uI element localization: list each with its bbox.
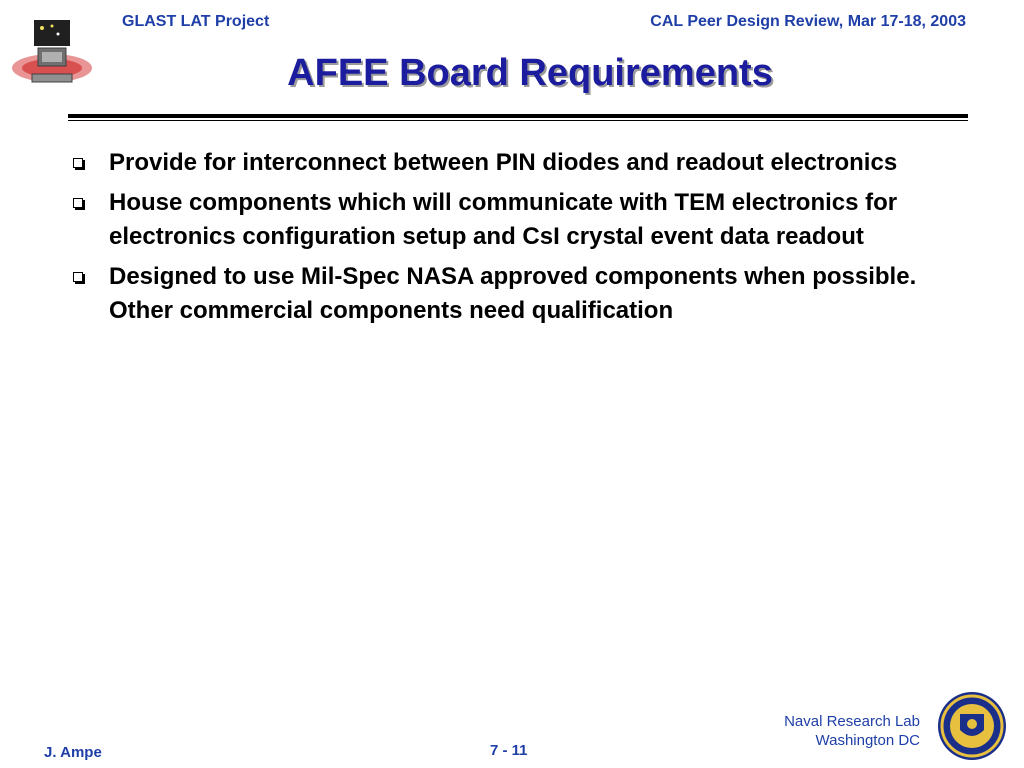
header-event: CAL Peer Design Review, Mar 17-18, 2003: [650, 13, 966, 30]
footer-org-line2: Washington DC: [815, 732, 920, 749]
square-bullet-icon: [73, 272, 83, 282]
title-rule-thick: [68, 114, 968, 118]
header-project: GLAST LAT Project: [122, 13, 270, 30]
bullet-text: Provide for interconnect between PIN diodes and readout electronics: [109, 149, 898, 176]
footer-organization: [784, 712, 920, 750]
bullet-list: [72, 146, 952, 334]
slide-title: AFEE Board Requirements: [287, 52, 773, 94]
bullet-item: [72, 260, 952, 328]
page-number: 7 - 11: [490, 742, 528, 759]
square-bullet-icon: [73, 198, 83, 208]
title-rule-thin: [68, 120, 968, 121]
footer-org-line1: Naval Research Lab: [784, 713, 920, 730]
bullet-item: [72, 186, 952, 254]
bullet-text: Designed to use Mil-Spec NASA approved components when possible. Other commercial components need qualification: [109, 263, 917, 324]
naval-research-lab-seal-icon: [936, 690, 1008, 762]
bullet-text: House components which will communicate with TEM electronics for electronics configuration setup and CsI crystal event data readout: [109, 189, 898, 250]
footer-author: J. Ampe: [44, 744, 102, 761]
square-bullet-icon: [73, 158, 83, 168]
bullet-item: [72, 146, 952, 180]
